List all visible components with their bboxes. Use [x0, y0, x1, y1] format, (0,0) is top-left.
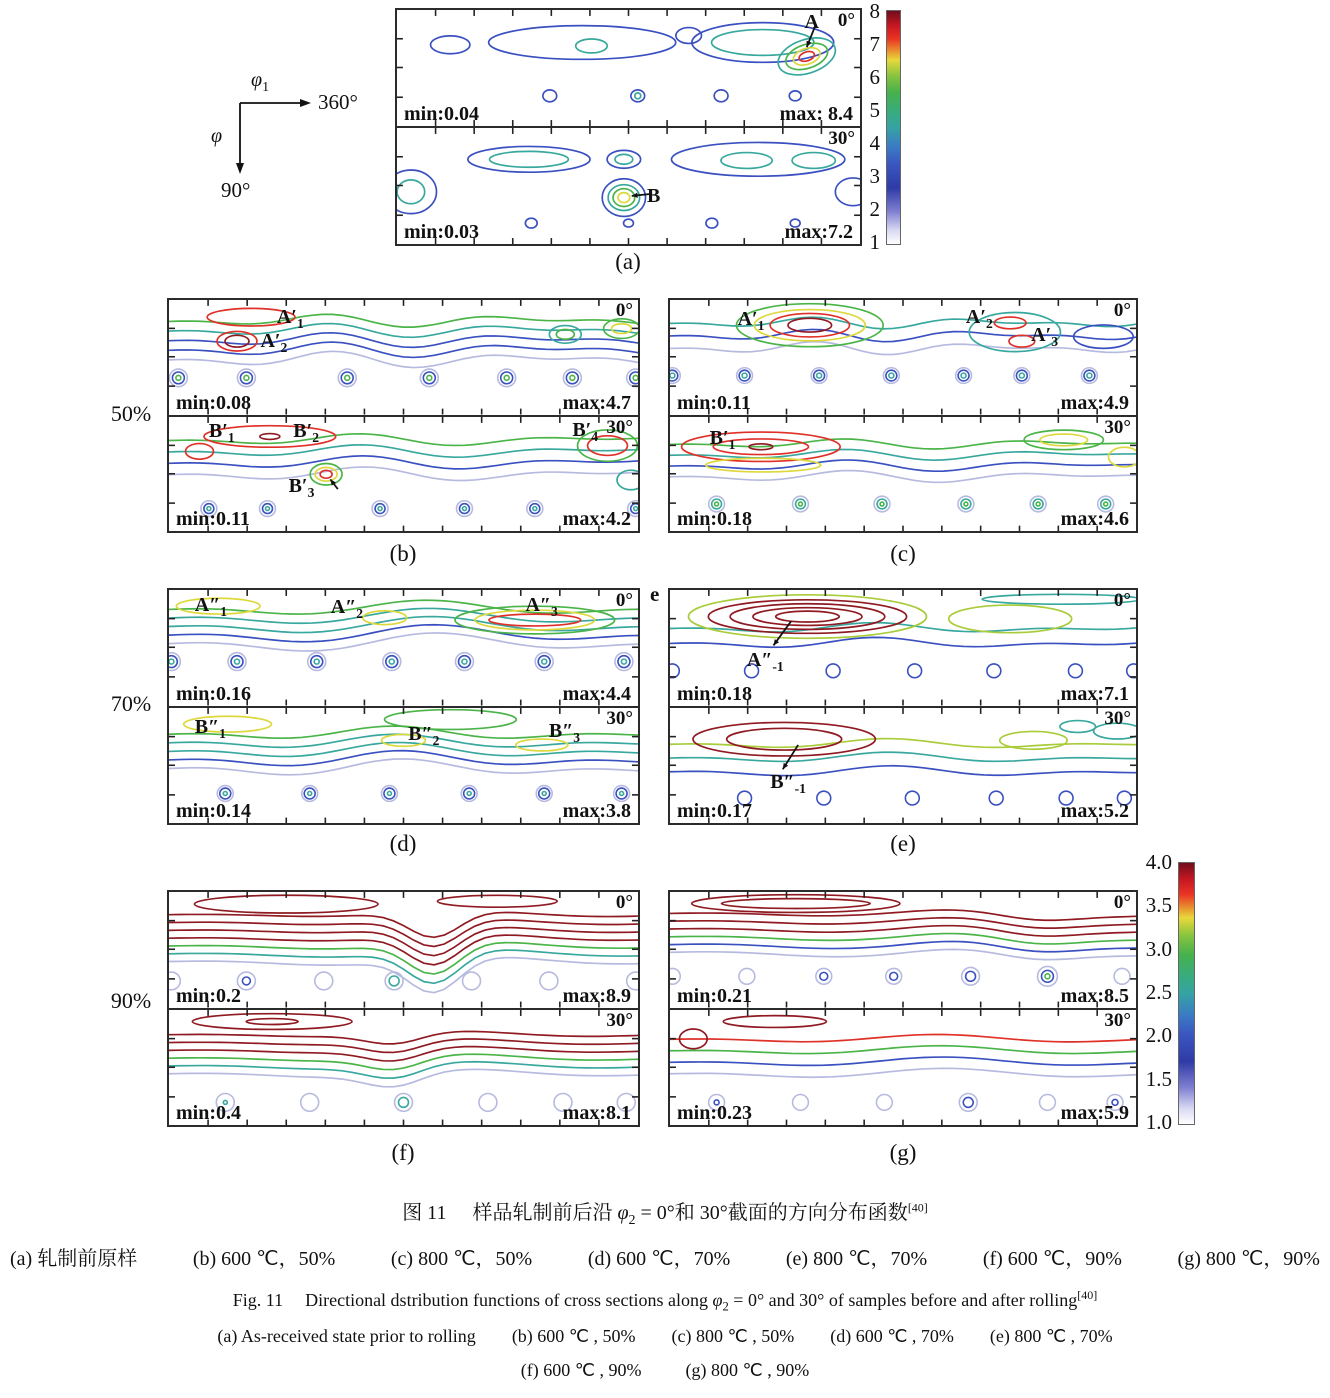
min-label: min:0.08 [176, 391, 251, 414]
panel-f [167, 890, 640, 1127]
panel-b-section-30deg [169, 415, 638, 532]
min-label: min:0.4 [176, 1102, 241, 1124]
panel-b-section-0deg [169, 300, 638, 415]
min-label: min:0.18 [677, 508, 752, 530]
caption-item: (f) 600 ℃，90% [982, 1248, 1122, 1270]
panel-c-caption: (c) [890, 541, 916, 566]
caption-item: (b) 600 ℃ , 50% [511, 1326, 636, 1346]
caption-item: (f) 600 ℃ , 90% [520, 1360, 642, 1380]
panel-d-section-0deg [169, 590, 638, 706]
min-label: min:0.18 [677, 682, 752, 705]
panel-d [167, 588, 640, 825]
panel-a-section-0deg [397, 10, 860, 126]
min-label: min:0.03 [404, 221, 479, 243]
angle-label: 0° [1113, 892, 1131, 913]
peak-annotation: $A''_2$ [330, 595, 364, 621]
panel-a-caption: (a) [615, 249, 641, 274]
peak-annotation: $A''_{-1}$ [746, 649, 784, 675]
colorbar-tick-label: 2.0 [1145, 1023, 1172, 1048]
max-label: max:3.8 [562, 800, 631, 822]
euler-axis-diagram [175, 58, 375, 208]
min-label: min:0.04 [404, 103, 479, 125]
min-label: min:0.21 [677, 984, 752, 1007]
caption-zh-title: 图 11 样品轧制前后沿 $\varphi_2 = 0^\circ$和 30°截面的方向分布函数[40] [402, 1200, 928, 1228]
min-label: min:0.23 [677, 1102, 752, 1124]
min-label: min:0.17 [677, 800, 752, 822]
colorbar-tick-label: 1.0 [1145, 1109, 1172, 1134]
colorbar-tick-label: 2 [869, 197, 880, 221]
panel-e-caption: (e) [890, 831, 916, 856]
angle-label: 30° [606, 416, 633, 438]
max-label: max:7.1 [1060, 682, 1129, 705]
colorbar-tick-label: 2.5 [1145, 979, 1172, 1004]
axis-arrows-icon [175, 58, 375, 208]
panel-f-section-0deg [169, 892, 638, 1008]
peak-annotation: $B'_3$ [288, 475, 315, 501]
panel-c-section-30deg [670, 415, 1136, 532]
peak-annotation: $A''_3$ [525, 593, 558, 619]
panel-b [167, 298, 640, 533]
angle-label: 30° [1104, 1009, 1131, 1031]
caption-item: (b) 600 ℃，50% [192, 1248, 336, 1270]
angle-label: 30° [828, 128, 855, 149]
caption-item: (g) 800 ℃，90% [1177, 1248, 1320, 1270]
colorbar-tick-label: 3.5 [1145, 893, 1172, 918]
max-label: max:5.2 [1060, 800, 1129, 822]
max-label: max:4.4 [562, 682, 631, 705]
max-label: max:8.1 [562, 1102, 631, 1124]
angle-label: 30° [1104, 707, 1131, 729]
panel-e-corner-mark: e [650, 582, 660, 606]
peak-annotation: $A'_1$ [737, 308, 765, 334]
caption-item: (c) 800 ℃，50% [390, 1248, 533, 1270]
angle-label: 30° [1104, 416, 1131, 438]
phi-max-label: 90° [221, 178, 251, 202]
max-label: max:8.9 [562, 984, 631, 1007]
peak-annotation: $B''_2$ [408, 722, 440, 748]
caption-zh-conditions [0, 1242, 1330, 1271]
panel-g-caption: (g) [889, 1140, 917, 1165]
max-label: max:5.9 [1060, 1102, 1129, 1124]
caption-item: (g) 800 ℃ , 90% [685, 1360, 810, 1380]
angle-label: 0° [837, 10, 855, 31]
panel-e-section-0deg [670, 590, 1136, 706]
colorbar-bottom-labels [1126, 852, 1172, 1133]
angle-label: 0° [615, 892, 633, 913]
peak-annotation: A [804, 11, 819, 34]
panel-g-section-30deg [670, 1008, 1136, 1126]
min-label: min:0.11 [176, 508, 250, 530]
max-label: max:4.2 [562, 508, 631, 530]
panel-e [668, 588, 1138, 825]
panel-c [668, 298, 1138, 533]
colorbar-tick-label: 1 [869, 230, 880, 254]
peak-annotation: $A'_2$ [965, 305, 993, 331]
panel-a [395, 8, 862, 246]
peak-annotation: $B'_4$ [572, 418, 599, 444]
peak-annotation: $B'_2$ [293, 420, 320, 446]
min-label: min:0.14 [176, 800, 251, 822]
angle-label: 0° [615, 590, 633, 611]
panel-g-section-0deg [670, 892, 1136, 1008]
caption-item: (c) 800 ℃ , 50% [671, 1326, 795, 1346]
row-label-50: 50% [110, 401, 152, 426]
row-label-70: 70% [110, 691, 152, 716]
colorbar-tick-label: 3.0 [1145, 936, 1172, 961]
panel-d-section-30deg [169, 706, 638, 824]
peak-annotation: $B'_1$ [208, 420, 235, 446]
row-label-90: 90% [110, 988, 152, 1013]
caption-item: (e) 800 ℃ , 70% [989, 1326, 1113, 1346]
peak-annotation: $B'_1$ [709, 426, 736, 452]
caption-item: (d) 600 ℃ , 70% [830, 1326, 954, 1346]
caption-item: (e) 800 ℃，70% [785, 1248, 928, 1270]
peak-annotation: $A'_1$ [276, 305, 304, 331]
max-label: max:4.9 [1060, 391, 1129, 414]
colorbar-top-labels [846, 1, 880, 253]
peak-annotation: $B''_1$ [194, 715, 226, 741]
panel-e-section-30deg [670, 706, 1136, 824]
panel-b-caption: (b) [389, 541, 417, 566]
colorbar-tick-label: 8 [869, 0, 880, 23]
panel-d-caption: (d) [389, 831, 417, 856]
panel-a-section-30deg [397, 126, 860, 244]
peak-annotation: $B''_{-1}$ [770, 771, 806, 797]
angle-label: 30° [606, 707, 633, 729]
colorbar-tick-label: 6 [869, 65, 880, 89]
caption-item: (a) 轧制前原样 [10, 1248, 138, 1270]
caption-en-conditions-1 [0, 1326, 1330, 1347]
peak-annotation: $A'_3$ [1031, 324, 1059, 350]
panel-f-section-30deg [169, 1008, 638, 1126]
peak-annotation: $B''_3$ [548, 720, 581, 746]
min-label: min:0.2 [176, 984, 241, 1007]
peak-annotation: B [647, 185, 661, 207]
min-label: min:0.16 [176, 682, 251, 705]
panel-g [668, 890, 1138, 1127]
angle-label: 0° [1113, 300, 1131, 321]
caption-item: (d) 600 ℃，70% [587, 1248, 731, 1270]
colorbar-tick-label: 4.0 [1145, 850, 1172, 874]
colorbar-tick-label: 4 [869, 131, 880, 155]
panel-f-caption: (f) [391, 1140, 415, 1165]
peak-annotation: $A''_1$ [194, 593, 228, 619]
max-label: max:8.5 [1060, 984, 1129, 1007]
phi-axis-label: φ [211, 125, 223, 147]
colorbar-top [886, 10, 901, 245]
min-label: min:0.11 [677, 391, 751, 414]
phi1-max-label: 360° [318, 90, 358, 114]
angle-label: 30° [606, 1009, 633, 1031]
peak-annotation: $A'_2$ [260, 329, 288, 355]
colorbar-tick-label: 5 [869, 98, 880, 122]
colorbar-tick-label: 7 [869, 32, 880, 56]
colorbar-tick-label: 1.5 [1145, 1066, 1172, 1091]
angle-label: 0° [1113, 590, 1131, 611]
colorbar-bottom [1178, 862, 1195, 1125]
max-label: max:4.6 [1060, 508, 1129, 530]
max-label: max: 8.4 [779, 103, 853, 125]
colorbar-tick-label: 3 [869, 164, 880, 188]
max-label: max:4.7 [562, 391, 631, 414]
angle-label: 0° [615, 300, 633, 321]
panel-c-section-0deg [670, 300, 1136, 415]
caption-en-title: Fig. 11 Directional dstribution functions of cross sections along $\varphi_2 = 0^\circ$ and 30° of samples before and after rolling[40] [232, 1288, 1098, 1314]
phi1-axis-label: $\varphi_1$ [251, 69, 270, 95]
caption-en-conditions-2 [0, 1360, 1330, 1381]
max-label: max:7.2 [784, 221, 853, 243]
caption-item: (a) As-received state prior to rolling [217, 1326, 476, 1346]
